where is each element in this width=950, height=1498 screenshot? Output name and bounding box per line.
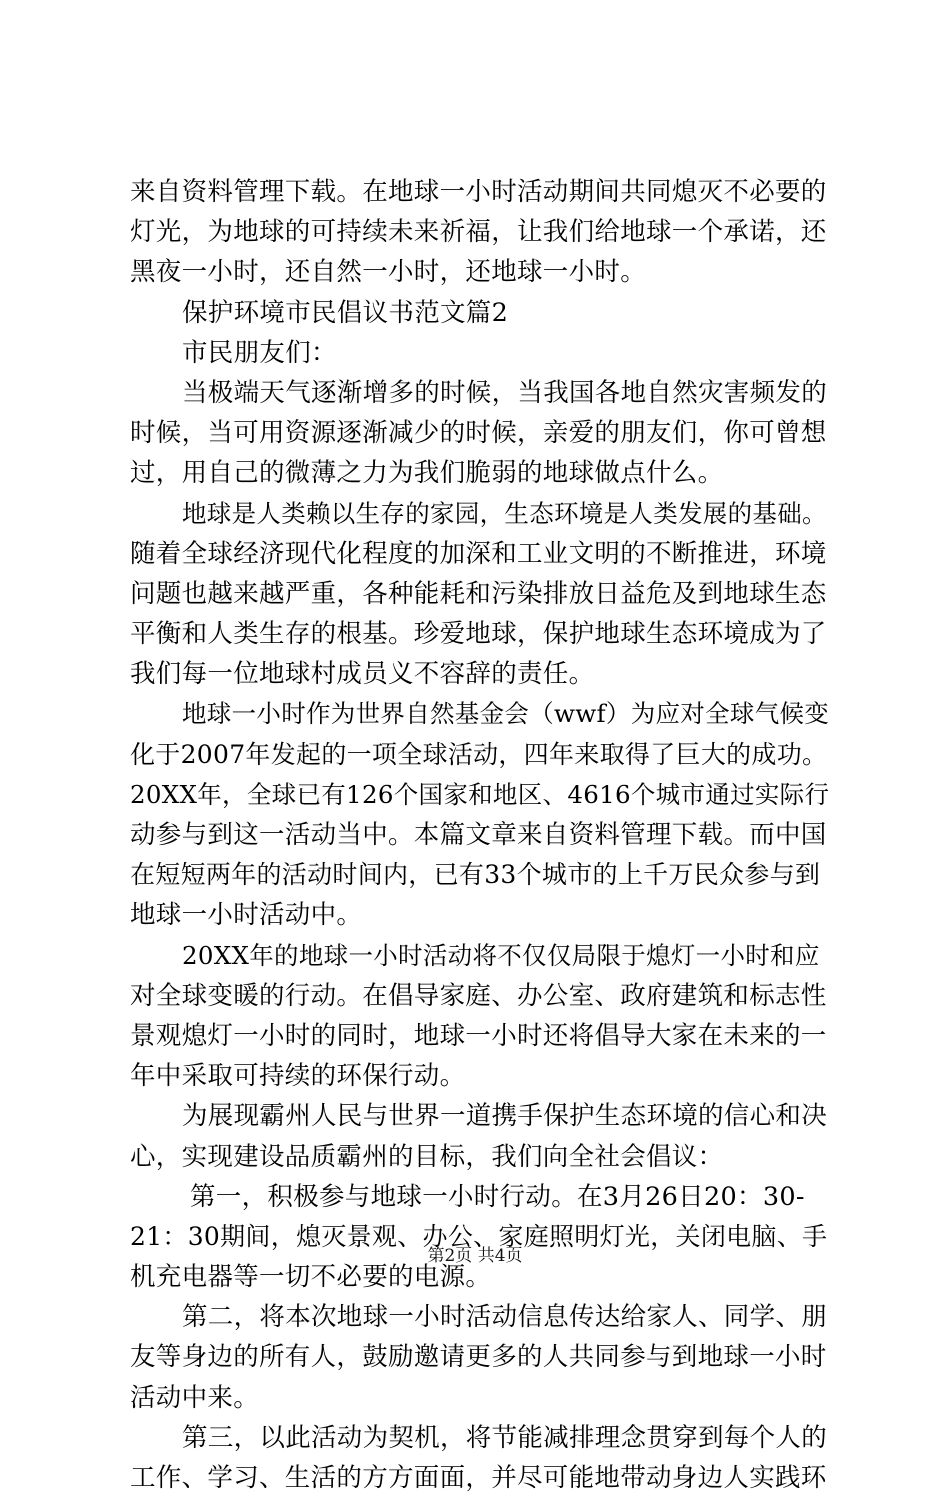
text-line: 灯光，为地球的可持续未来祈福，让我们给地球一个承诺，还 [130, 217, 827, 248]
text-line: 地球一小时活动中。 [130, 900, 363, 931]
text-line: 友等身边的所有人，鼓励邀请更多的人共同参与到地球一小时 [130, 1342, 827, 1373]
text-line: 第一，积极参与地球一小时行动。在3月26日20：30- [190, 1181, 805, 1212]
text-line: 21：30期间，熄灭景观、办公、家庭照明灯光，关闭电脑、手 [130, 1221, 828, 1251]
text-line: 地球一小时作为世界自然基金会（wwf）为应对全球气候变 [182, 699, 830, 729]
text-line: 20XX年的地球一小时活动将不仅仅局限于熄灯一小时和应 [182, 940, 820, 970]
text-line: 黑夜一小时，还自然一小时，还地球一小时。 [130, 257, 647, 288]
text-line: 景观熄灯一小时的同时，地球一小时还将倡导大家在未来的一 [130, 1020, 827, 1051]
text-line: 第二，将本次地球一小时活动信息传达给家人、同学、朋 [182, 1302, 828, 1333]
document-body [130, 172, 830, 1498]
page-number-label: 第2页 共4页 [427, 1246, 523, 1266]
text-line: 活动中来。 [130, 1382, 260, 1413]
text-line: 动参与到这一活动当中。本篇文章来自资料管理下载。而中国 [130, 820, 827, 850]
page-footer [0, 1244, 950, 1268]
text-line: 问题也越来越严重，各种能耗和污染排放日益危及到地球生态 [130, 578, 827, 609]
text-line: 对全球变暖的行动。在倡导家庭、办公室、政府建筑和标志性 [130, 980, 827, 1011]
text-line: 心，实现建设品质霸州的目标，我们向全社会倡议： [130, 1141, 724, 1172]
text-line: 随着全球经济现代化程度的加深和工业文明的不断推进，环境 [130, 538, 827, 569]
text-line: 过，用自己的微薄之力为我们脆弱的地球做点什么。 [130, 458, 724, 489]
text-line: 我们每一位地球村成员义不容辞的责任。 [130, 659, 595, 690]
section-heading: 保护环境市民倡议书范文篇2 [182, 297, 509, 328]
text-line: 第三，以此活动为契机，将节能减排理念贯穿到每个人的 [182, 1422, 828, 1453]
text-line: 平衡和人类生存的根基。珍爱地球，保护地球生态环境成为了 [130, 619, 827, 650]
text-line: 时候，当可用资源逐渐减少的时候，亲爱的朋友们，你可曾想 [130, 418, 827, 449]
text-line: 年中采取可持续的环保行动。 [130, 1061, 466, 1092]
text-line: 机充电器等一切不必要的电源。 [130, 1262, 492, 1293]
text-line: 来自资料管理下载。在地球一小时活动期间共同熄灭不必要的 [130, 177, 827, 207]
text-line: 化于2007年发起的一项全球活动，四年来取得了巨大的成功。 [130, 739, 828, 769]
text-line: 20XX年，全球已有126个国家和地区、4616个城市通过实际行 [130, 779, 830, 809]
text-line: 地球是人类赖以生存的家园，生态环境是人类发展的基础。 [182, 498, 827, 528]
text-line: 工作、学习、生活的方方面面，并尽可能地带动身边人实践环 [130, 1463, 827, 1493]
text-line: 在短短两年的活动时间内，已有33个城市的上千万民众参与到 [130, 860, 821, 890]
salutation: 市民朋友们： [182, 337, 337, 368]
text-line: 为展现霸州人民与世界一道携手保护生态环境的信心和决 [182, 1101, 828, 1132]
text-line: 当极端天气逐渐增多的时候，当我国各地自然灾害频发的 [182, 377, 828, 408]
